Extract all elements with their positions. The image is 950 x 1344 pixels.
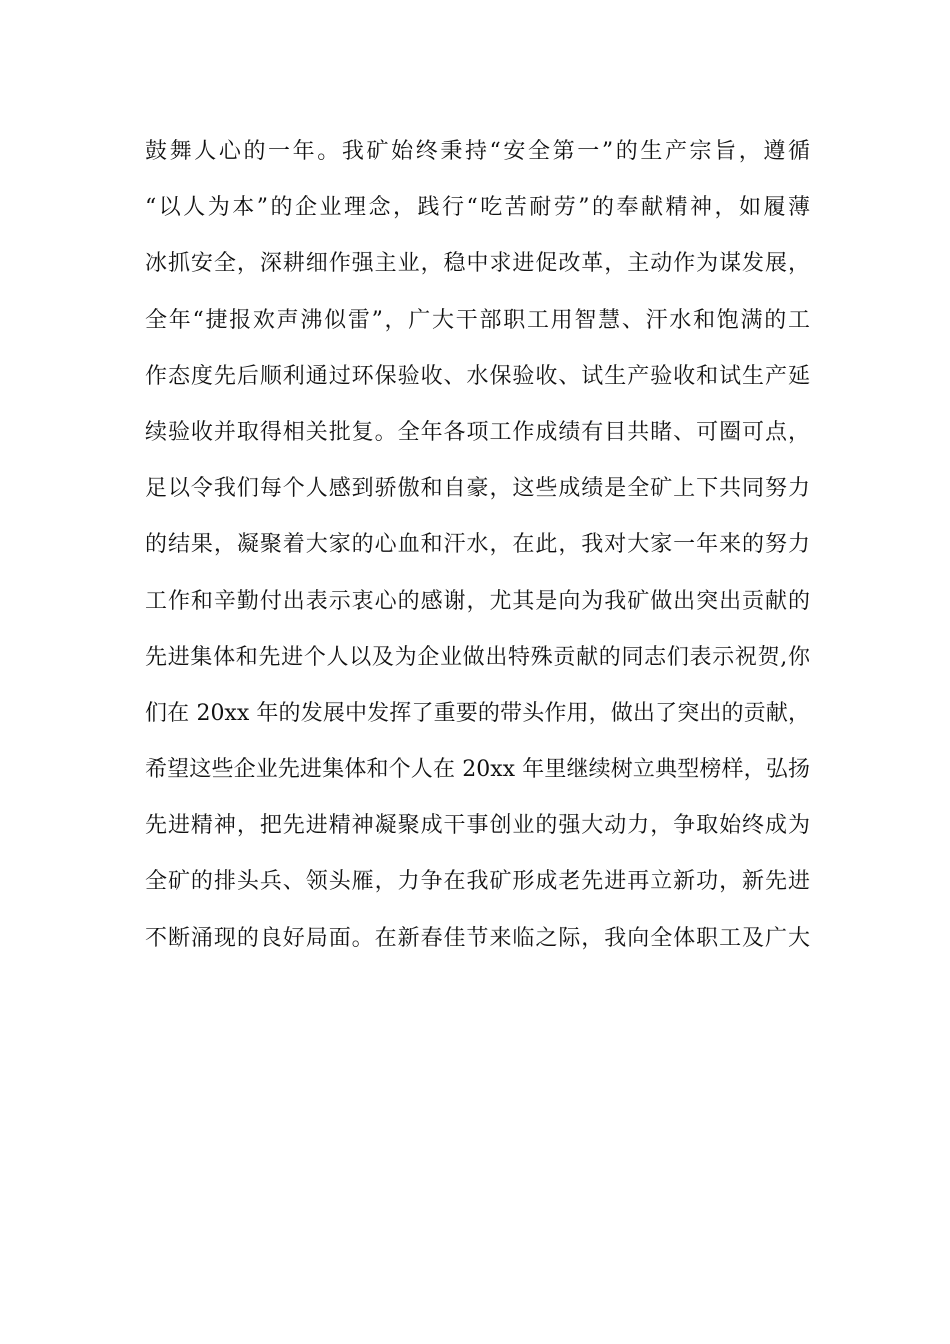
text-line: 不断涌现的良好局面。在新春佳节来临之际，我向全体职工及广大 xyxy=(145,925,810,951)
text-line: 希望这些企业先进集体和个人在 20xx 年里继续树立典型榜样，弘扬 xyxy=(145,757,810,783)
text-line: 全年“捷报欢声沸似雷”，广大干部职工用智慧、汗水和饱满的工 xyxy=(145,307,810,333)
text-line: 冰抓安全，深耕细作强主业，稳中求进促改革，主动作为谋发展， xyxy=(145,251,810,277)
text-line: 续验收并取得相关批复。全年各项工作成绩有目共睹、可圈可点， xyxy=(145,419,810,445)
text-line: 的结果，凝聚着大家的心血和汗水，在此，我对大家一年来的努力 xyxy=(145,532,810,558)
text-line: 鼓舞人心的一年。我矿始终秉持“安全第一”的生产宗旨，遵循 xyxy=(145,139,810,164)
text-line: 足以令我们每个人感到骄傲和自豪，这些成绩是全矿上下共同努力 xyxy=(145,476,810,502)
text-line: 作态度先后顺利通过环保验收、水保验收、试生产验收和试生产延 xyxy=(145,363,810,389)
text-line: 们在 20xx 年的发展中发挥了重要的带头作用，做出了突出的贡献， xyxy=(145,700,810,726)
text-line: 先进集体和先进个人以及为企业做出特殊贡献的同志们表示祝贺,你 xyxy=(145,644,810,670)
text-line: “以人为本”的企业理念，践行“吃苦耐劳”的奉献精神，如履薄 xyxy=(145,195,810,221)
text-line: 工作和辛勤付出表示衷心的感谢，尤其是向为我矿做出突出贡献的 xyxy=(145,588,810,614)
text-line: 先进精神，把先进精神凝聚成干事创业的强大动力，争取始终成为 xyxy=(145,813,810,839)
body-paragraph xyxy=(145,130,810,973)
text-line: 全矿的排头兵、领头雁，力争在我矿形成老先进再立新功，新先进 xyxy=(145,869,810,895)
